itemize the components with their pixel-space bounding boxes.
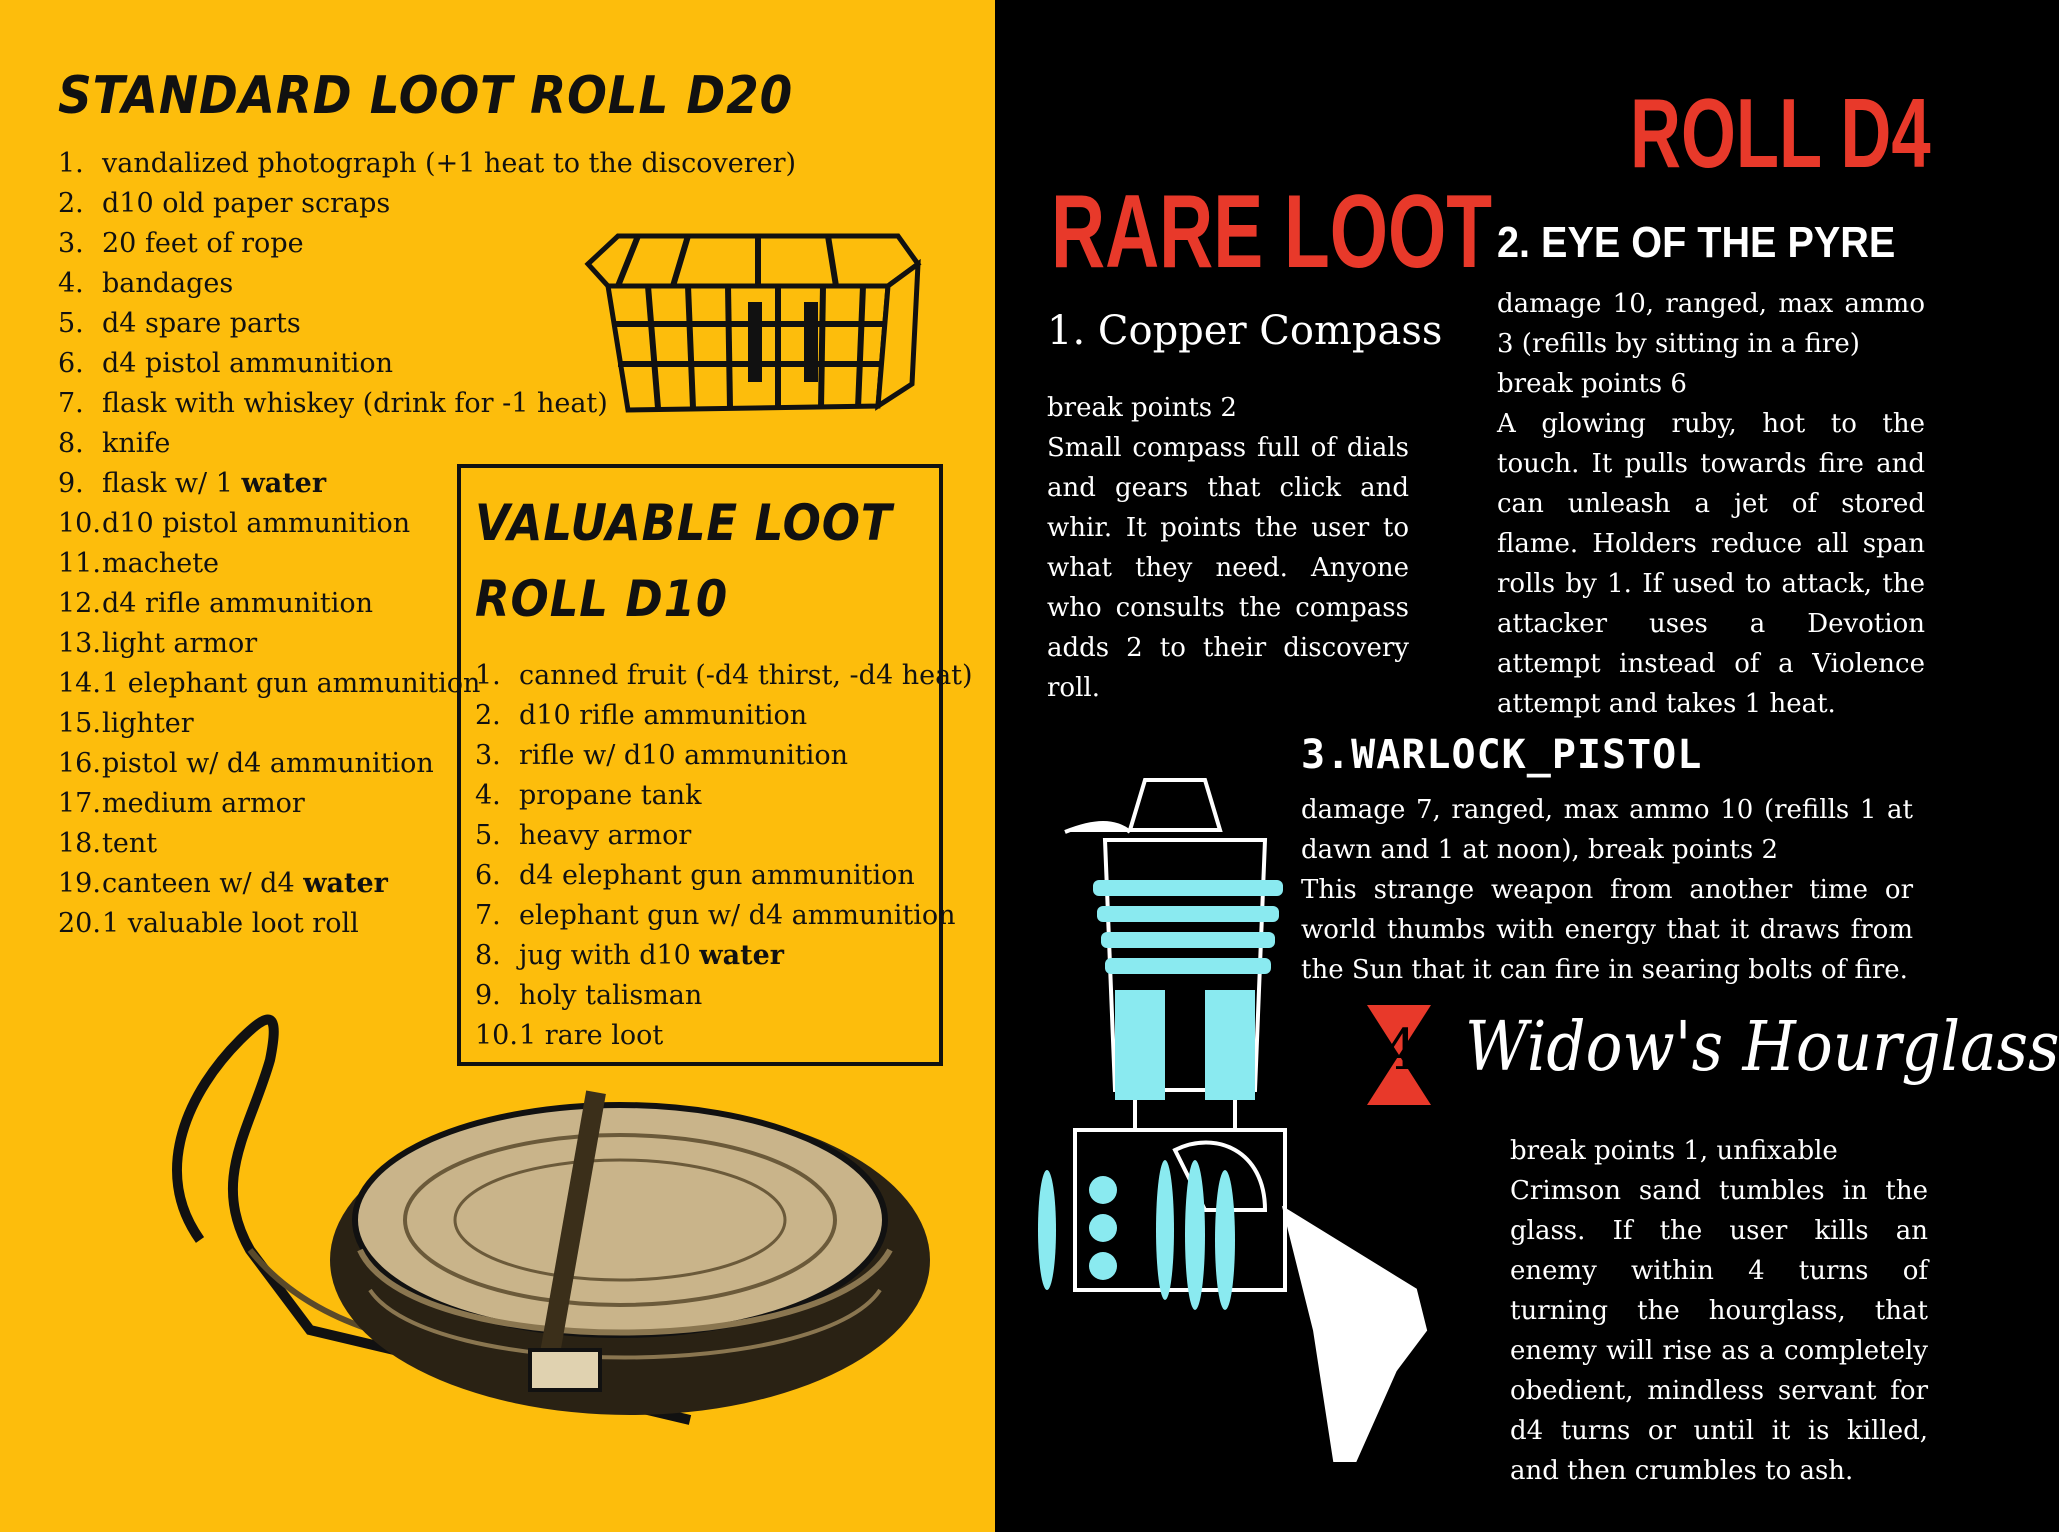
valuable-loot-title: VALUABLE LOOT bbox=[475, 494, 893, 552]
list-item bbox=[58, 144, 797, 184]
pistol-description: This strange weapon from another time or world thumbs with energy that it draws from the Sun that it can fire in searing bolts of fire. bbox=[1301, 875, 1913, 985]
pistol-heading: 3.WARLOCK_PISTOL bbox=[1301, 732, 1703, 778]
list-item bbox=[58, 344, 478, 384]
item-text: 1 elephant gun ammunition bbox=[102, 668, 481, 699]
item-text: medium armor bbox=[102, 788, 305, 819]
item-number: 13. bbox=[58, 628, 101, 659]
item-text: rifle w/ d10 ammunition bbox=[519, 740, 848, 771]
canteen-icon bbox=[130, 1000, 900, 1440]
ray-gun-icon bbox=[1035, 770, 1455, 1460]
hourglass-description: Crimson sand tumbles in the glass. If the user kills an enemy within 4 turns of turning the hourglass, that enemy will rise as a completely obedient, mindless servant for d4 turns or until it is killed, and then crumbles to ash. bbox=[1510, 1176, 1928, 1486]
pyre-heading: 2. EYE OF THE PYRE bbox=[1497, 218, 1896, 267]
list-item bbox=[475, 656, 973, 696]
valuable-loot-box bbox=[457, 464, 973, 1066]
list-item bbox=[58, 224, 478, 264]
item-number: 9. bbox=[58, 468, 84, 499]
compass-description: Small compass full of dials and gears that click and whir. It points the user to what they need. Anyone who consults the compass adds 2 to their discovery roll. bbox=[1047, 433, 1409, 703]
item-number: 1. bbox=[58, 148, 84, 179]
item-text: 1 rare loot bbox=[519, 1020, 664, 1051]
item-number: 7. bbox=[58, 388, 84, 419]
item-number: 18. bbox=[58, 828, 101, 859]
item-number: 4. bbox=[475, 780, 501, 811]
item-text: knife bbox=[102, 428, 171, 459]
valuable-loot-roll: ROLL D10 bbox=[475, 570, 729, 628]
item-number: 7. bbox=[475, 900, 501, 931]
item-number: 10. bbox=[475, 1020, 518, 1051]
item-number: 20. bbox=[58, 908, 101, 939]
hourglass-stats: break points 1, unfixable bbox=[1510, 1136, 1838, 1166]
item-number: 6. bbox=[58, 348, 84, 379]
item-number: 14. bbox=[58, 668, 101, 699]
item-text: d4 elephant gun ammunition bbox=[519, 860, 915, 891]
right-page bbox=[995, 0, 2059, 1532]
list-item bbox=[475, 816, 935, 856]
item-emphasis: water bbox=[699, 940, 785, 971]
standard-loot-title: STANDARD LOOT ROLL D20 bbox=[58, 66, 794, 126]
list-item bbox=[475, 856, 935, 896]
item-number: 19. bbox=[58, 868, 101, 899]
hourglass-number: 4. bbox=[1383, 1018, 1437, 1083]
list-item bbox=[58, 664, 481, 704]
item-text: bandages bbox=[102, 268, 234, 299]
item-text: flask w/ 1 bbox=[102, 468, 242, 499]
pistol-stats: damage 7, ranged, max ammo 10 (refills 1 at dawn and 1 at noon), break points 2 bbox=[1301, 795, 1913, 865]
valuable-loot-list bbox=[475, 656, 973, 1056]
item-number: 5. bbox=[58, 308, 84, 339]
list-item bbox=[58, 824, 478, 864]
item-text: elephant gun w/ d4 ammunition bbox=[519, 900, 956, 931]
item-text: d4 rifle ammunition bbox=[102, 588, 374, 619]
list-item bbox=[58, 584, 478, 624]
item-number: 15. bbox=[58, 708, 101, 739]
item-number: 12. bbox=[58, 588, 101, 619]
list-item bbox=[58, 904, 478, 944]
item-emphasis: water bbox=[303, 868, 388, 899]
item-text: vandalized photograph (+1 heat to the discoverer) bbox=[102, 148, 797, 179]
list-item bbox=[475, 696, 935, 736]
list-item bbox=[475, 776, 935, 816]
item-number: 3. bbox=[58, 228, 84, 259]
item-text: d10 pistol ammunition bbox=[102, 508, 411, 539]
item-text: d4 pistol ammunition bbox=[102, 348, 393, 379]
item-text: propane tank bbox=[519, 780, 702, 811]
item-number: 8. bbox=[58, 428, 84, 459]
item-number: 1. bbox=[475, 660, 501, 691]
list-item bbox=[58, 184, 478, 224]
item-text: flask with whiskey (drink for -1 heat) bbox=[102, 388, 608, 419]
list-item bbox=[58, 384, 608, 424]
list-item bbox=[475, 936, 935, 976]
item-text: 20 feet of rope bbox=[102, 228, 304, 259]
item-text: 1 valuable loot roll bbox=[102, 908, 359, 939]
item-number: 4. bbox=[58, 268, 84, 299]
hourglass-heading: Widow's Hourglass bbox=[1465, 1008, 2059, 1087]
list-item bbox=[58, 264, 478, 304]
list-item bbox=[58, 304, 478, 344]
item-number: 10. bbox=[58, 508, 101, 539]
item-number: 2. bbox=[58, 188, 84, 219]
item-text: lighter bbox=[102, 708, 194, 739]
item-number: 11. bbox=[58, 548, 101, 579]
item-text: canned fruit (-d4 thirst, -d4 heat) bbox=[519, 660, 973, 691]
list-item bbox=[58, 704, 478, 744]
item-text: heavy armor bbox=[519, 820, 692, 851]
item-number: 8. bbox=[475, 940, 501, 971]
list-item bbox=[475, 896, 956, 936]
item-text: d10 rifle ammunition bbox=[519, 700, 808, 731]
item-text: holy talisman bbox=[519, 980, 703, 1011]
item-number: 2. bbox=[475, 700, 501, 731]
list-item bbox=[58, 544, 478, 584]
pyre-break-points: break points 6 bbox=[1497, 369, 1687, 399]
item-emphasis: water bbox=[241, 468, 327, 499]
item-number: 6. bbox=[475, 860, 501, 891]
pyre-stats: damage 10, ranged, max ammo 3 (refills by sitting in a fire) bbox=[1497, 289, 1925, 359]
item-text: d10 old paper scraps bbox=[102, 188, 391, 219]
pyre-description: A glowing ruby, hot to the touch. It pulls towards fire and can unleash a jet of stored flame. Holders reduce all span rolls by 1. If used to attack, the attacker uses a Devotion attempt instead of a Violence attempt and takes 1 heat. bbox=[1497, 409, 1925, 719]
item-number: 3. bbox=[475, 740, 501, 771]
list-item bbox=[58, 624, 478, 664]
item-number: 16. bbox=[58, 748, 101, 779]
item-text: machete bbox=[102, 548, 220, 579]
rare-loot-title: RARE LOOT bbox=[1051, 174, 1492, 290]
item-text: pistol w/ d4 ammunition bbox=[102, 748, 434, 779]
item-number: 9. bbox=[475, 980, 501, 1011]
list-item bbox=[58, 784, 478, 824]
treasure-chest-icon bbox=[578, 224, 924, 420]
left-page bbox=[0, 0, 995, 1532]
item-number: 17. bbox=[58, 788, 101, 819]
list-item bbox=[58, 464, 478, 504]
compass-heading: 1. Copper Compass bbox=[1047, 308, 1443, 354]
list-item bbox=[475, 736, 935, 776]
item-text: light armor bbox=[102, 628, 258, 659]
list-item bbox=[58, 504, 478, 544]
item-text: tent bbox=[102, 828, 158, 859]
item-text: jug with d10 bbox=[519, 940, 700, 971]
roll-d4-title: ROLL D4 bbox=[1630, 78, 1931, 188]
list-item bbox=[58, 864, 478, 904]
list-item bbox=[58, 744, 478, 784]
item-text: canteen w/ d4 bbox=[102, 868, 304, 899]
compass-stats: break points 2 bbox=[1047, 393, 1237, 423]
item-text: d4 spare parts bbox=[102, 308, 301, 339]
item-number: 5. bbox=[475, 820, 501, 851]
list-item bbox=[58, 424, 478, 464]
